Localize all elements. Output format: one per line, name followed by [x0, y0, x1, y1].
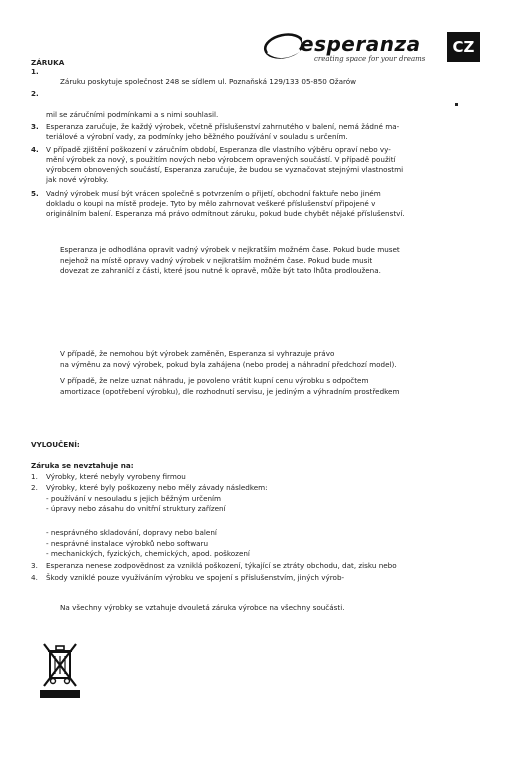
item-number: 1.: [31, 67, 39, 76]
weee-bar: [40, 690, 80, 698]
item-5-line: Vadný výrobek musí být vrácen společně s potvrzením o přijetí, obchodní faktuře nebo jiném: [46, 189, 381, 198]
paragraph-line: Esperanza je odhodlána opravit vadný výrobek v nejkratším možném čase. Pokud bude muset: [60, 245, 400, 254]
item-2-line: mil se záručními podmínkami a s nimi souhlasil.: [46, 110, 219, 119]
item-4-line: V případě zjištění poškození v záručním období, Esperanza dle vlastního výběru opraví nebo vy-: [46, 145, 391, 154]
brand-tagline: creating space for your dreams: [314, 55, 426, 63]
exclusion-bullet: - nesprávné instalace výrobků nebo softwaru: [46, 539, 209, 548]
item-5-line: dokladu o koupi na místě prodeje. Tyto by mělo zahrnovat veškeré příslušenství připojené v: [46, 199, 376, 208]
crossed-bin-icon: [40, 640, 80, 692]
closing-statement: Na všechny výrobky se vztahuje dvouletá záruka výrobce na všechny součásti.: [60, 603, 345, 612]
stray-mark: [455, 103, 458, 106]
paragraph-line: amortizace (opotřebení výrobku), dle rozhodnutí servisu, je jediným a výhradním prostředkem: [60, 387, 400, 396]
paragraph-line: dovezat ze zahraničí z části, které jsou nutné k opravě, může být tato lhůta prodloužena.: [60, 266, 381, 275]
exclusion-item: Škody vzniklé pouze využíváním výrobku ve spojení s příslušenstvím, jiných výrob-: [46, 573, 345, 582]
item-number: 2.: [31, 89, 39, 98]
page-title: ZÁRUKA: [31, 58, 65, 67]
exclusion-number: 4.: [31, 573, 38, 582]
exclusion-number: 3.: [31, 561, 38, 570]
item-3-line: teriálové a výrobní vady, za podmínky jeho běžného používání v souladu s určením.: [46, 132, 348, 141]
paragraph-line: V případě, že nemohou být výrobek zaměněn, Esperanza si vyhrazuje právo: [60, 349, 335, 358]
item-5-line: originálním balení. Esperanza má právo odmítnout záruku, pokud bude chybět nějaké příslušenství.: [46, 209, 405, 218]
exclusion-bullet: - používání v nesouladu s jejich běžným určením: [46, 494, 222, 503]
item-1-line: Záruku poskytuje společnost 248 se sídlem ul. Poznaňská 129/133 05-850 Ožarów: [60, 77, 357, 86]
exclusion-item: Výrobky, které byly poškozeny nebo měly závady následkem:: [46, 483, 268, 492]
esperanza-logo: [262, 32, 437, 66]
paragraph-line: na výměnu za nový výrobek, pokud byla zahájena (nebo prodej a náhradní předchozí model).: [60, 360, 397, 369]
exclusion-number: 2.: [31, 483, 38, 492]
exclusions-subheading: Záruka se nevztahuje na:: [31, 461, 134, 470]
item-4-line: jak nové výrobky.: [46, 175, 109, 184]
exclusion-item: Výrobky, které nebyly vyrobeny firmou: [46, 472, 186, 481]
language-badge: CZ: [447, 32, 480, 62]
exclusion-bullet: - mechanických, fyzických, chemických, apod. poškození: [46, 549, 250, 558]
brand-name: esperanza: [300, 32, 421, 56]
logo-swoosh-icon: [262, 32, 302, 64]
exclusion-bullet: - úpravy nebo zásahu do vnitřní struktury zařízení: [46, 504, 226, 513]
paragraph-line: nejehož na místě opravy vadný výrobek v nejkratším možném čase. Pokud bude musit: [60, 256, 373, 265]
paragraph-line: V případě, že nelze uznat náhradu, je povoleno vrátit kupní cenu výrobku s odpočtem: [60, 376, 369, 385]
exclusions-heading: VYLOUČENÍ:: [31, 440, 80, 449]
item-number: 3.: [31, 122, 39, 131]
exclusion-item: Esperanza nenese zodpovědnost za vzniklá poškození, týkající se ztráty obchodu, dat, zisku nebo: [46, 561, 397, 570]
item-4-line: výrobcem obnovených součástí, Esperanza zaručuje, že budou se vyznačovat stejnými vlastnostmi: [46, 165, 404, 174]
exclusion-bullet: - nesprávného skladování, dopravy nebo balení: [46, 528, 217, 537]
item-3-line: Esperanza zaručuje, že každý výrobek, včetně příslušenství zahrnutého v balení, nemá žádné ma-: [46, 122, 400, 131]
item-number: 4.: [31, 145, 39, 154]
item-number: 5.: [31, 189, 39, 198]
item-4-line: mění výrobek za nový, s použitím nových nebo výrobcem opravených součástí. V případě použití: [46, 155, 396, 164]
exclusion-number: 1.: [31, 472, 38, 481]
